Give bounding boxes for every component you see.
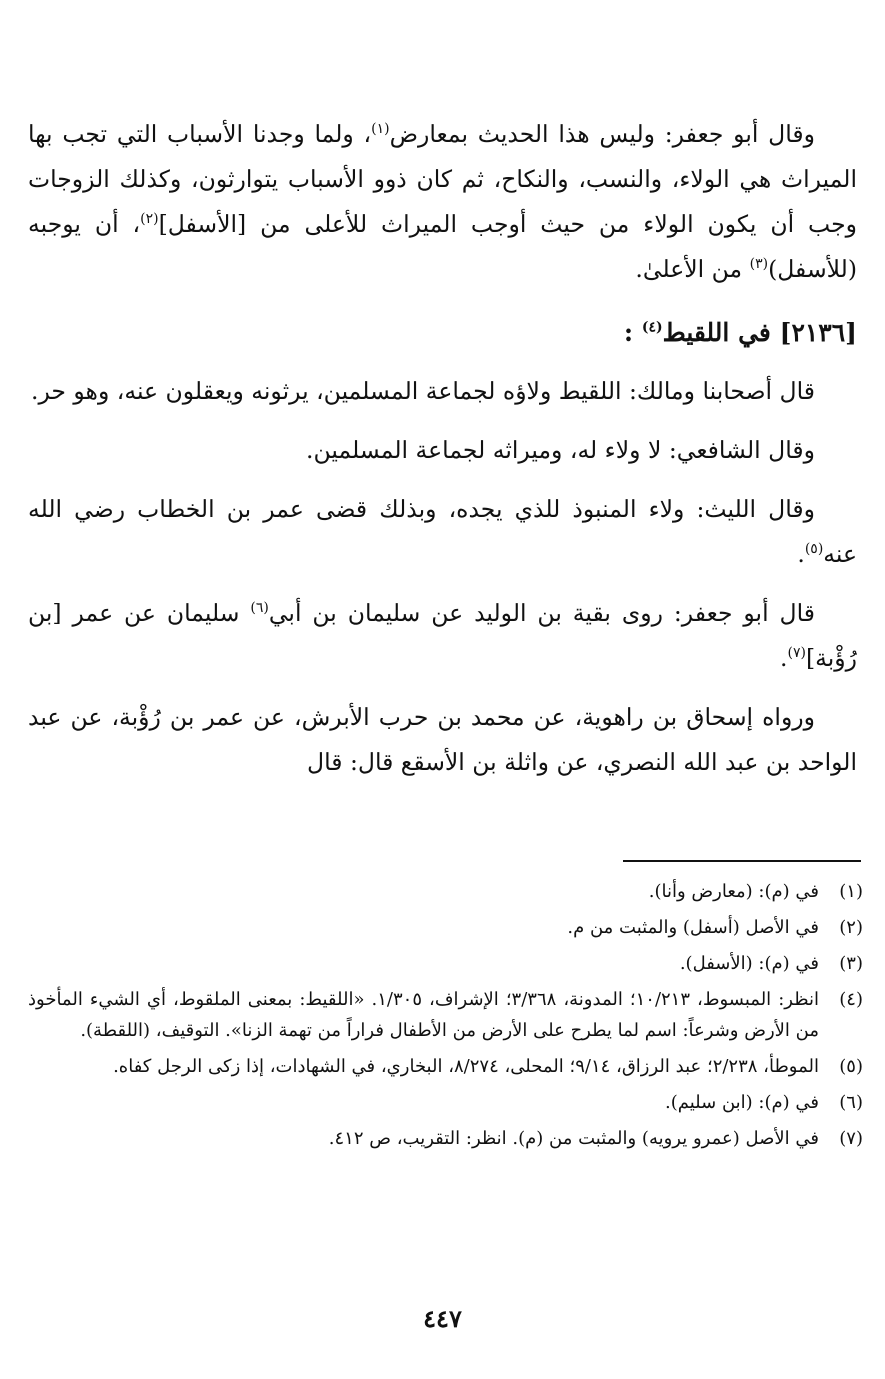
footnote-text: في الأصل (عمرو يرويه) والمثبت من (م). انظر: التقريب، ص ٤١٢.: [328, 1128, 819, 1149]
paragraph-abu-jafar-1: وقال أبو جعفر: وليس هذا الحديث بمعارض$^{(١)}$، ولما وجدنا الأسباب التي تجب بها الميراث هي الولاء، والنسب، والنكاح، ثم كان ذوو الأسباب يتوارثون، وكذلك الزوجات وجب أن يكون الولاء من حيث أوجب الميراث للأعلى من [الأسفل]$^{(٢)}$، أن يوجبه (للأسفل)$^{(٣)}$ من الأعلىٰ.: [28, 120, 857, 283]
footnote-text: في (م): (معارض وأنا).: [648, 881, 819, 902]
paragraph-shafii: وقال الشافعي: لا ولاء له، وميراثه لجماعة المسلمين.: [306, 436, 815, 464]
footnote-4: [28, 984, 863, 1046]
paragraph-abu-jafar-2: قال أبو جعفر: روى بقية بن الوليد عن سليمان بن أبي$^{(٦)}$ سليمان عن عمر [بن رُؤْبة]$^{(٧)}$.: [28, 599, 857, 672]
footnote-ref-1[interactable]: (١): [371, 121, 390, 138]
paragraph-layth: وقال الليث: ولاء المنبوذ للذي يجده، وبذلك قضى عمر بن الخطاب رضي الله عنه$^{(٥)}$.: [28, 495, 857, 568]
footnote-number: (٦): [839, 1092, 863, 1113]
section-title: في اللقيط: [662, 318, 771, 347]
footnote-text: في (م): (ابن سليم).: [665, 1092, 819, 1113]
footnote-ref-4[interactable]: (٤): [641, 319, 663, 336]
footnote-5: [28, 1051, 863, 1082]
footnote-number: (٥): [839, 1056, 863, 1077]
footnote-2: [28, 912, 863, 943]
footnote-text: في (م): (الأسفل).: [679, 953, 819, 974]
section-number: [٢١٣٦]: [779, 318, 857, 347]
footnote-6: [28, 1087, 863, 1118]
footnote-number: (١): [839, 881, 863, 902]
section-heading: [٢١٣٦] في اللقيط$^{(٤)}$ :: [623, 318, 857, 347]
page-number: ٤٤٧: [423, 1304, 462, 1333]
footnote-number: (٣): [839, 953, 863, 974]
footnote-ref-6[interactable]: (٦): [250, 600, 269, 617]
footnote-text: انظر: المبسوط، ١٠/٢١٣؛ المدونة، ٣/٣٦٨؛ الإشراف، ١/٣٠٥. «اللقيط: بمعنى الملقوط، أي الشيء المأخوذ من الأرض وشرعاً: اسم لما يطرح على الأرض من الأطفال فراراً من تهمة الزنا». التوقيف، (اللقطة).: [28, 989, 819, 1041]
footnote-text: الموطأ، ٢/٢٣٨؛ عبد الرزاق، ٩/١٤؛ المحلى، ٨/٢٧٤، البخاري، في الشهادات، إذا زكى الرجل كفاه.: [113, 1056, 819, 1077]
paragraph-hanafi-maliki: قال أصحابنا ومالك: اللقيط ولاؤه لجماعة المسلمين، يرثونه ويعقلون عنه، وهو حر.: [30, 377, 815, 405]
footnote-ref-7[interactable]: (٧): [787, 645, 806, 662]
footnote-number: (٧): [839, 1128, 863, 1149]
footnote-7: [28, 1123, 863, 1154]
footnote-number: (٢): [839, 917, 863, 938]
footnote-ref-5[interactable]: (٥): [804, 541, 824, 558]
footnote-text: في الأصل (أسفل) والمثبت من م.: [567, 917, 819, 938]
paragraph-ishaq: ورواه إسحاق بن راهوية، عن محمد بن حرب الأبرش، عن عمر بن رُؤْبة، عن عبد الواحد بن عبد الله النصري، عن واثلة بن الأسقع قال: قال: [28, 703, 857, 776]
footnote-separator: [623, 860, 861, 862]
main-text: [28, 112, 857, 785]
footnote-ref-2[interactable]: (٢): [140, 211, 159, 228]
footnote-number: (٤): [839, 989, 863, 1010]
footnotes: [28, 876, 863, 1159]
footnote-ref-3[interactable]: (٣): [749, 256, 769, 273]
footnote-1: [28, 876, 863, 907]
footnote-3: [28, 948, 863, 979]
